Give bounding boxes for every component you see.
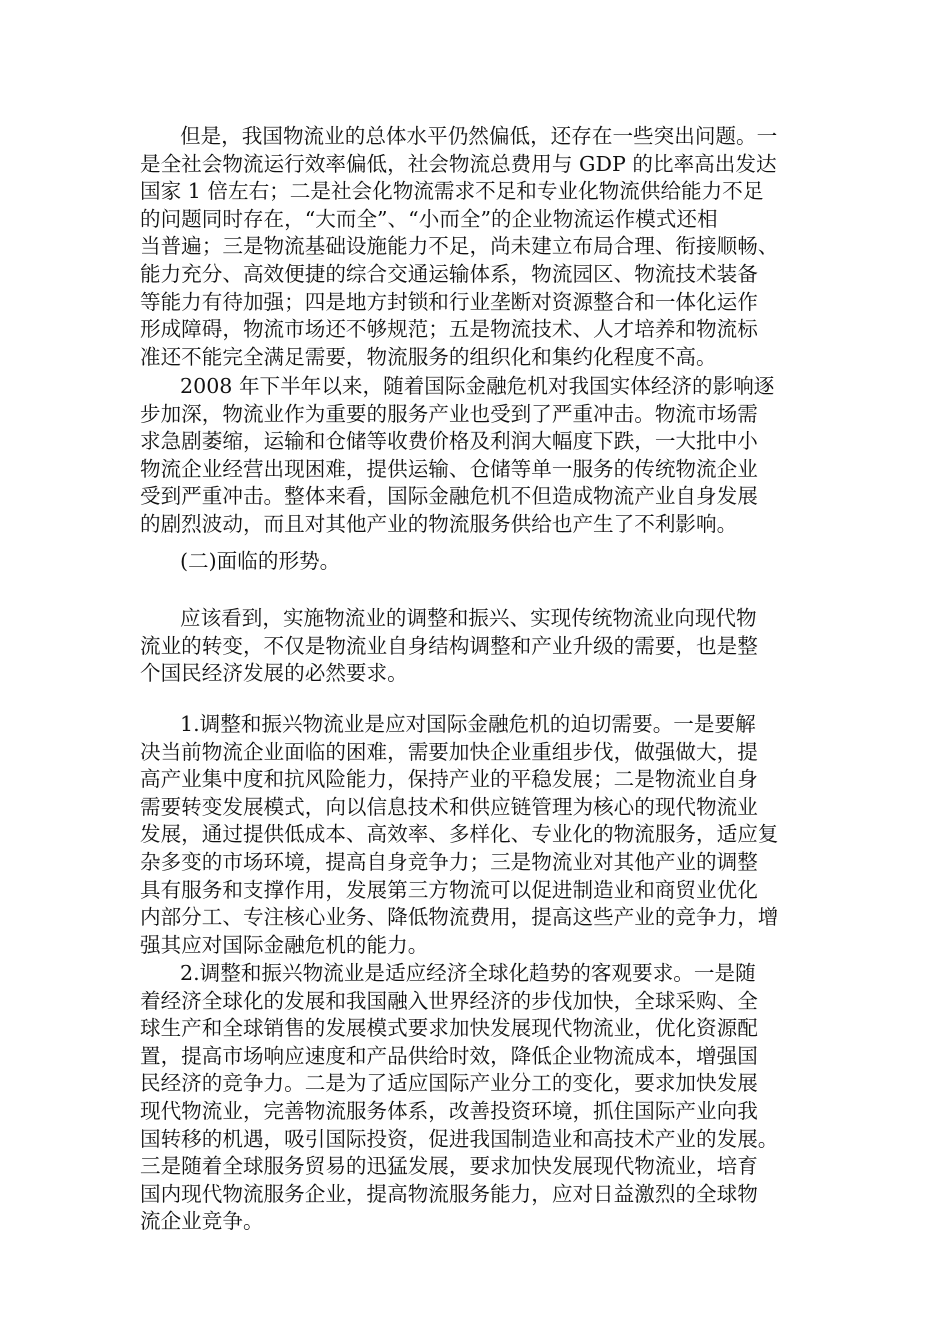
text-line: 国转移的机遇，吸引国际投资，促进我国制造业和高技术产业的发展。 <box>140 1126 779 1151</box>
text-line: 三是随着全球服务贸易的迅猛发展，要求加快发展现代物流业，培育 <box>140 1154 758 1179</box>
text-line: 国内现代物流服务企业，提高物流服务能力，应对日益激烈的全球物 <box>140 1181 758 1206</box>
text-line: 求急剧萎缩，运输和仓储等收费价格及利润大幅度下跌，一大批中小 <box>140 429 758 454</box>
text-line: 决当前物流企业面临的困难，需要加快企业重组步伐，做强做大，提 <box>140 739 758 764</box>
text-line: 置，提高市场响应速度和产品供给时效，降低企业物流成本，增强国 <box>140 1043 758 1068</box>
paragraph-financial-crisis-impact <box>140 373 810 539</box>
text-line: 个国民经济发展的必然要求。 <box>140 661 408 686</box>
text-line: 现代物流业，完善物流服务体系，改善投资环境，抓住国际产业向我 <box>140 1098 758 1123</box>
text-line: 发展，通过提供低成本、高效率、多样化、专业化的物流服务，适应复 <box>140 822 779 847</box>
text-line: 着经济全球化的发展和我国融入世界经济的步伐加快，全球采购、全 <box>140 988 758 1013</box>
text-line: 的剧烈波动，而且对其他产业的物流服务供给也产生了不利影响。 <box>140 511 738 536</box>
paragraph-problems <box>140 123 810 371</box>
text-line: 能力充分、高效便捷的综合交通运输体系，物流园区、物流技术装备 <box>140 261 758 286</box>
section-heading <box>140 548 810 576</box>
text-line: 杂多变的市场环境，提高自身竞争力；三是物流业对其他产业的调整 <box>140 849 758 874</box>
text-line: 步加深，物流业作为重要的服务产业也受到了严重冲击。物流市场需 <box>140 401 758 426</box>
text-line: 内部分工、专注核心业务、降低物流费用，提高这些产业的竞争力，增 <box>140 905 779 930</box>
text-line: 2008 年下半年以来，随着国际金融危机对我国实体经济的影响逐 <box>180 374 775 398</box>
heading-line: (二)面临的形势。 <box>180 549 341 573</box>
text-line: 受到严重冲击。整体来看，国际金融危机不但造成物流产业自身发展 <box>140 484 758 509</box>
text-line: 具有服务和支撑作用，发展第三方物流可以促进制造业和商贸业优化 <box>140 877 758 902</box>
text-line: 物流企业经营出现困难，提供运输、仓储等单一服务的传统物流企业 <box>140 456 758 481</box>
text-line: 应该看到，实施物流业的调整和振兴、实现传统物流业向现代物 <box>180 606 757 630</box>
text-line: 准还不能完全满足需要，物流服务的组织化和集约化程度不高。 <box>140 344 717 369</box>
text-line: 强其应对国际金融危机的能力。 <box>140 932 429 957</box>
text-line: 流业的转变，不仅是物流业自身结构调整和产业升级的需要，也是整 <box>140 633 758 658</box>
text-line: 民经济的竞争力。二是为了适应国际产业分工的变化，要求加快发展 <box>140 1071 758 1096</box>
text-line: 的问题同时存在，“大而全”、“小而全”的企业物流运作模式还相 <box>140 206 718 231</box>
text-line: 国家 1 倍左右；二是社会化物流需求不足和专业化物流供给能力不足 <box>140 179 764 204</box>
text-line: 形成障碍，物流市场还不够规范；五是物流技术、人才培养和物流标 <box>140 317 758 342</box>
text-line: 等能力有待加强；四是地方封锁和行业垄断对资源整合和一体化运作 <box>140 289 758 314</box>
text-line: 但是，我国物流业的总体水平仍然偏低，还存在一些突出问题。一 <box>180 124 778 148</box>
text-line: 当普遍；三是物流基础设施能力不足，尚未建立布局合理、衔接顺畅、 <box>140 234 779 259</box>
text-line: 2.调整和振兴物流业是适应经济全球化趋势的客观要求。一是随 <box>180 961 756 985</box>
text-line: 1.调整和振兴物流业是应对国际金融危机的迫切需要。一是要解 <box>180 712 756 736</box>
text-line: 球生产和全球销售的发展模式要求加快发展现代物流业，优化资源配 <box>140 1016 758 1041</box>
text-line: 高产业集中度和抗风险能力，保持产业的平稳发展；二是物流业自身 <box>140 767 758 792</box>
text-line: 流企业竞争。 <box>140 1209 264 1234</box>
text-line: 是全社会物流运行效率偏低，社会物流总费用与 GDP 的比率高出发达 <box>140 151 777 176</box>
paragraph-point-1 <box>140 711 810 959</box>
paragraph-point-2 <box>140 960 810 1236</box>
text-line: 需要转变发展模式，向以信息技术和供应链管理为核心的现代物流业 <box>140 794 758 819</box>
paragraph-transformation <box>140 605 810 688</box>
